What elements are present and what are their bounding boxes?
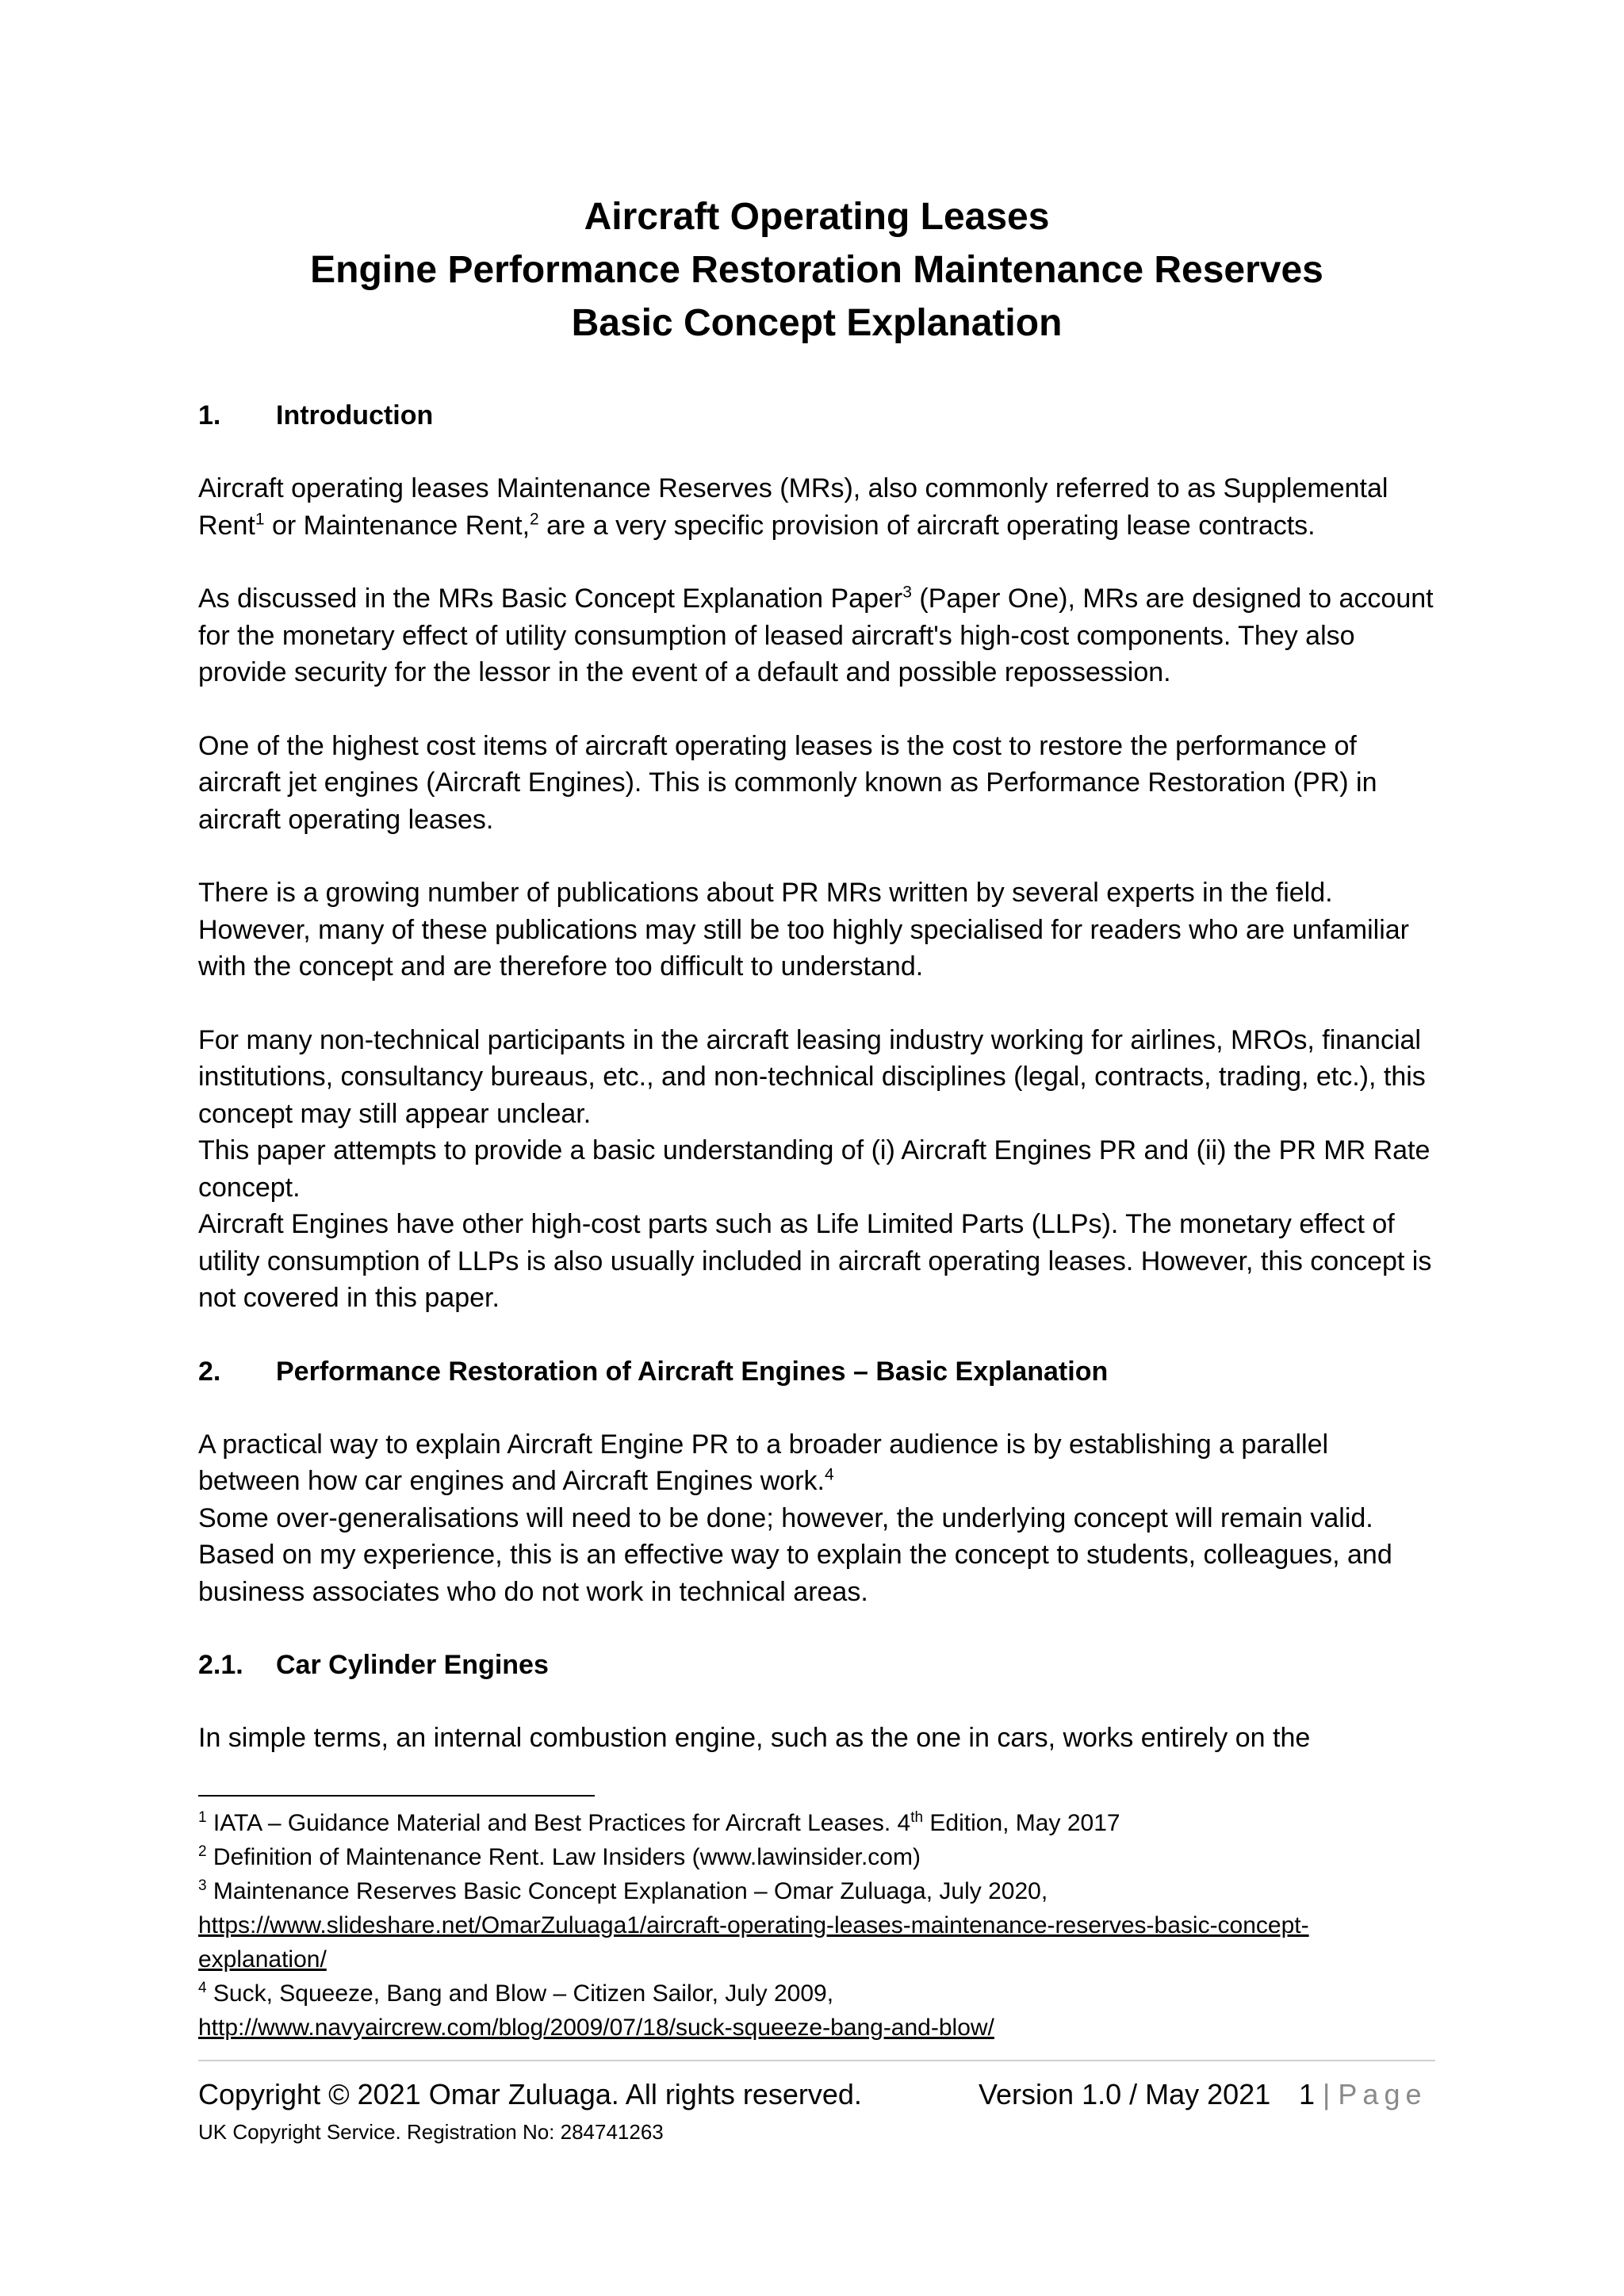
- footnote-2: $^2$ Definition of Maintenance Rent. Law Insiders (www.lawinsider.com): [198, 1843, 921, 1870]
- section-number: 1.: [198, 400, 221, 430]
- paragraph-paper-one: As discussed in the MRs Basic Concept Explanation Paper$^3$ (Paper One), MRs are designed to account for the monetary effect of utility consumption of leased aircraft's high-cost components. They also provide security for the lessor in the event of a default and possible repossession.: [198, 583, 1434, 687]
- title-line-2: Engine Performance Restoration Maintenance Reserves: [310, 249, 1323, 291]
- footnote-3-link[interactable]: https://www.slideshare.net/OmarZuluaga1/aircraft-operating-leases-maintenance-reserves-basic-concept-explanation/: [198, 1912, 1309, 1973]
- paragraph-over-generalisations: Some over-generalisations will need to be done; however, the underlying concept will remain valid. Based on my experience, this is an effective way to explain the concept to students, colleagues, and business associates who do not work in technical areas.: [198, 1502, 1392, 1607]
- footnote-ref-2: 2: [530, 510, 539, 529]
- section-number: 2.1.: [198, 1650, 243, 1680]
- footnote-ref-3: 3: [902, 583, 912, 602]
- paragraph-practical-way: A practical way to explain Aircraft Engine PR to a broader audience is by establishing a parallel between how car engines and Aircraft Engines work.$^4$: [198, 1429, 1329, 1496]
- page-separator: |: [1323, 2078, 1331, 2110]
- footnote-3: $^3$ Maintenance Reserves Basic Concept Explanation – Omar Zuluaga, July 2020,: [198, 1877, 1048, 1904]
- document-body: [198, 190, 1435, 1757]
- paragraph-paper-purpose: This paper attempts to provide a basic understanding of (i) Aircraft Engines PR and (ii) the PR MR Rate concept.: [198, 1135, 1431, 1203]
- page-number: 1: [1299, 2078, 1316, 2110]
- title-line-3: Basic Concept Explanation: [571, 302, 1063, 344]
- footnote-4: $^4$ Suck, Squeeze, Bang and Blow – Citizen Sailor, July 2009,: [198, 1980, 834, 2007]
- section-heading-car-cylinder-engines: [198, 1647, 1435, 1683]
- paragraph-combustion-engine: In simple terms, an internal combustion engine, such as the one in cars, works entirely on the: [198, 1723, 1311, 1753]
- section-heading-performance-restoration: [198, 1353, 1435, 1390]
- footer-version: Version 1.0 / May 2021: [979, 2078, 1271, 2110]
- paragraph-highest-cost: One of the highest cost items of aircraft operating leases is the cost to restore the performance of aircraft jet engines (Aircraft Engines). This is commonly known as Performance Restoration (PR) in aircraft operating leases.: [198, 730, 1377, 835]
- section-title: Introduction: [276, 400, 434, 430]
- paragraph-non-technical: For many non-technical participants in the aircraft leasing industry working for airlines, MROs, financial institutions, consultancy bureaus, etc., and non-technical disciplines (legal, contracts, trading, etc.), this concept may still appear unclear.: [198, 1024, 1426, 1129]
- footnote-ref-1: 1: [255, 510, 265, 529]
- footnote-ref-4: 4: [825, 1465, 834, 1484]
- paragraph-intro-mrs: Aircraft operating leases Maintenance Reserves (MRs), also commonly referred to as Supplemental Rent$^1$ or Maintenance Rent,$^2$ are a very specific provision of aircraft operating lease contracts.: [198, 473, 1388, 541]
- page-label: Page: [1338, 2078, 1427, 2110]
- section-title: Car Cylinder Engines: [276, 1650, 549, 1680]
- footer-copyright: Copyright © 2021 Omar Zuluaga. All rights reserved.: [198, 2078, 862, 2110]
- footnote-1: $^1$ IATA – Guidance Material and Best Practices for Aircraft Leases. 4th Edition, May 2017: [198, 1809, 1120, 1836]
- title-line-1: Aircraft Operating Leases: [584, 196, 1050, 238]
- paragraph-publications: There is a growing number of publications about PR MRs written by several experts in the field. However, many of these publications may still be too highly specialised for readers who are unfamiliar with the concept and are therefore too difficult to understand.: [198, 878, 1409, 982]
- section-number: 2.: [198, 1356, 221, 1387]
- document-title: [198, 190, 1435, 350]
- footer-page-indicator: [1299, 2076, 1427, 2114]
- footnotes: [198, 1806, 1435, 2045]
- section-heading-introduction: [198, 397, 1435, 434]
- footnote-4-link[interactable]: http://www.navyaircrew.com/blog/2009/07/18/suck-squeeze-bang-and-blow/: [198, 2015, 994, 2041]
- footer-separator: [198, 2060, 1435, 2061]
- footnote-separator: [198, 1795, 595, 1797]
- paragraph-llps: Aircraft Engines have other high-cost parts such as Life Limited Parts (LLPs). The monetary effect of utility consumption of LLPs is also usually included in aircraft operating leases. However, this concept is not covered in this paper.: [198, 1209, 1432, 1313]
- section-title: Performance Restoration of Aircraft Engines – Basic Explanation: [276, 1356, 1109, 1387]
- footer-registration: UK Copyright Service. Registration No: 284741263: [198, 2120, 664, 2144]
